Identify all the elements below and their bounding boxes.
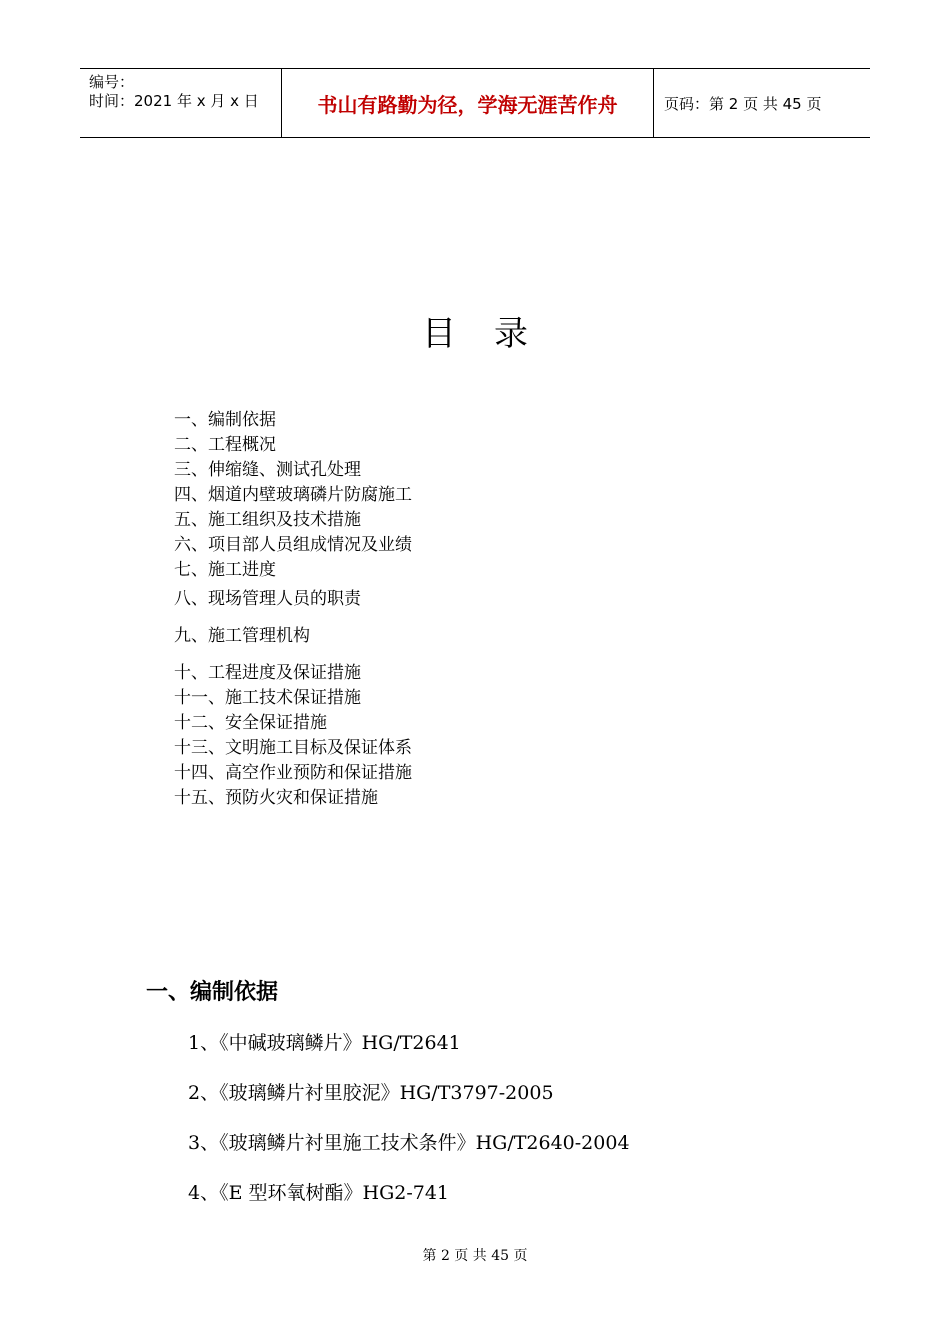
toc-item[interactable]: 十四、高空作业预防和保证措施 [174,763,412,783]
toc-item[interactable]: 七、施工进度 [174,560,276,580]
reference-item: 2、《玻璃鳞片衬里胶泥》HG/T3797-2005 [188,1082,554,1104]
toc-item[interactable]: 十五、预防火灾和保证措施 [174,788,378,808]
toc-item[interactable]: 八、现场管理人员的职责 [174,589,361,609]
toc-item[interactable]: 六、项目部人员组成情况及业绩 [174,535,412,555]
toc-item[interactable]: 十三、文明施工目标及保证体系 [174,738,412,758]
toc-title: 目录 [422,314,566,354]
section-heading: 一、编制依据 [146,980,279,1005]
reference-item: 1、《中碱玻璃鳞片》HG/T2641 [188,1032,461,1054]
page-header [80,68,870,138]
toc-item[interactable]: 十一、施工技术保证措施 [174,688,361,708]
toc-item[interactable]: 十二、安全保证措施 [174,713,327,733]
toc-item[interactable]: 二、工程概况 [174,435,276,455]
toc-item[interactable]: 三、伸缩缝、测试孔处理 [174,460,361,480]
reference-item: 4、《E 型环氧树酯》HG2-741 [188,1182,450,1204]
toc-item[interactable]: 九、施工管理机构 [174,626,310,646]
page-footer: 第 2 页 共 45 页 [422,1248,528,1264]
header-motto: 书山有路勤为径，学海无涯苦作舟 [282,69,654,137]
header-meta [80,69,282,137]
header-time-label: 时间：2021 年 x 月 x 日 [89,92,259,110]
header-number-label: 编号： [89,73,135,91]
header-page-info: 页码：第 2 页 共 45 页 [664,94,822,113]
toc-item[interactable]: 四、烟道内壁玻璃磷片防腐施工 [174,485,412,505]
toc-item[interactable]: 一、编制依据 [174,410,276,430]
toc-item[interactable]: 五、施工组织及技术措施 [174,510,361,530]
toc-item[interactable]: 十、工程进度及保证措施 [174,663,361,683]
reference-item: 3、《玻璃鳞片衬里施工技术条件》HG/T2640-2004 [188,1132,630,1154]
